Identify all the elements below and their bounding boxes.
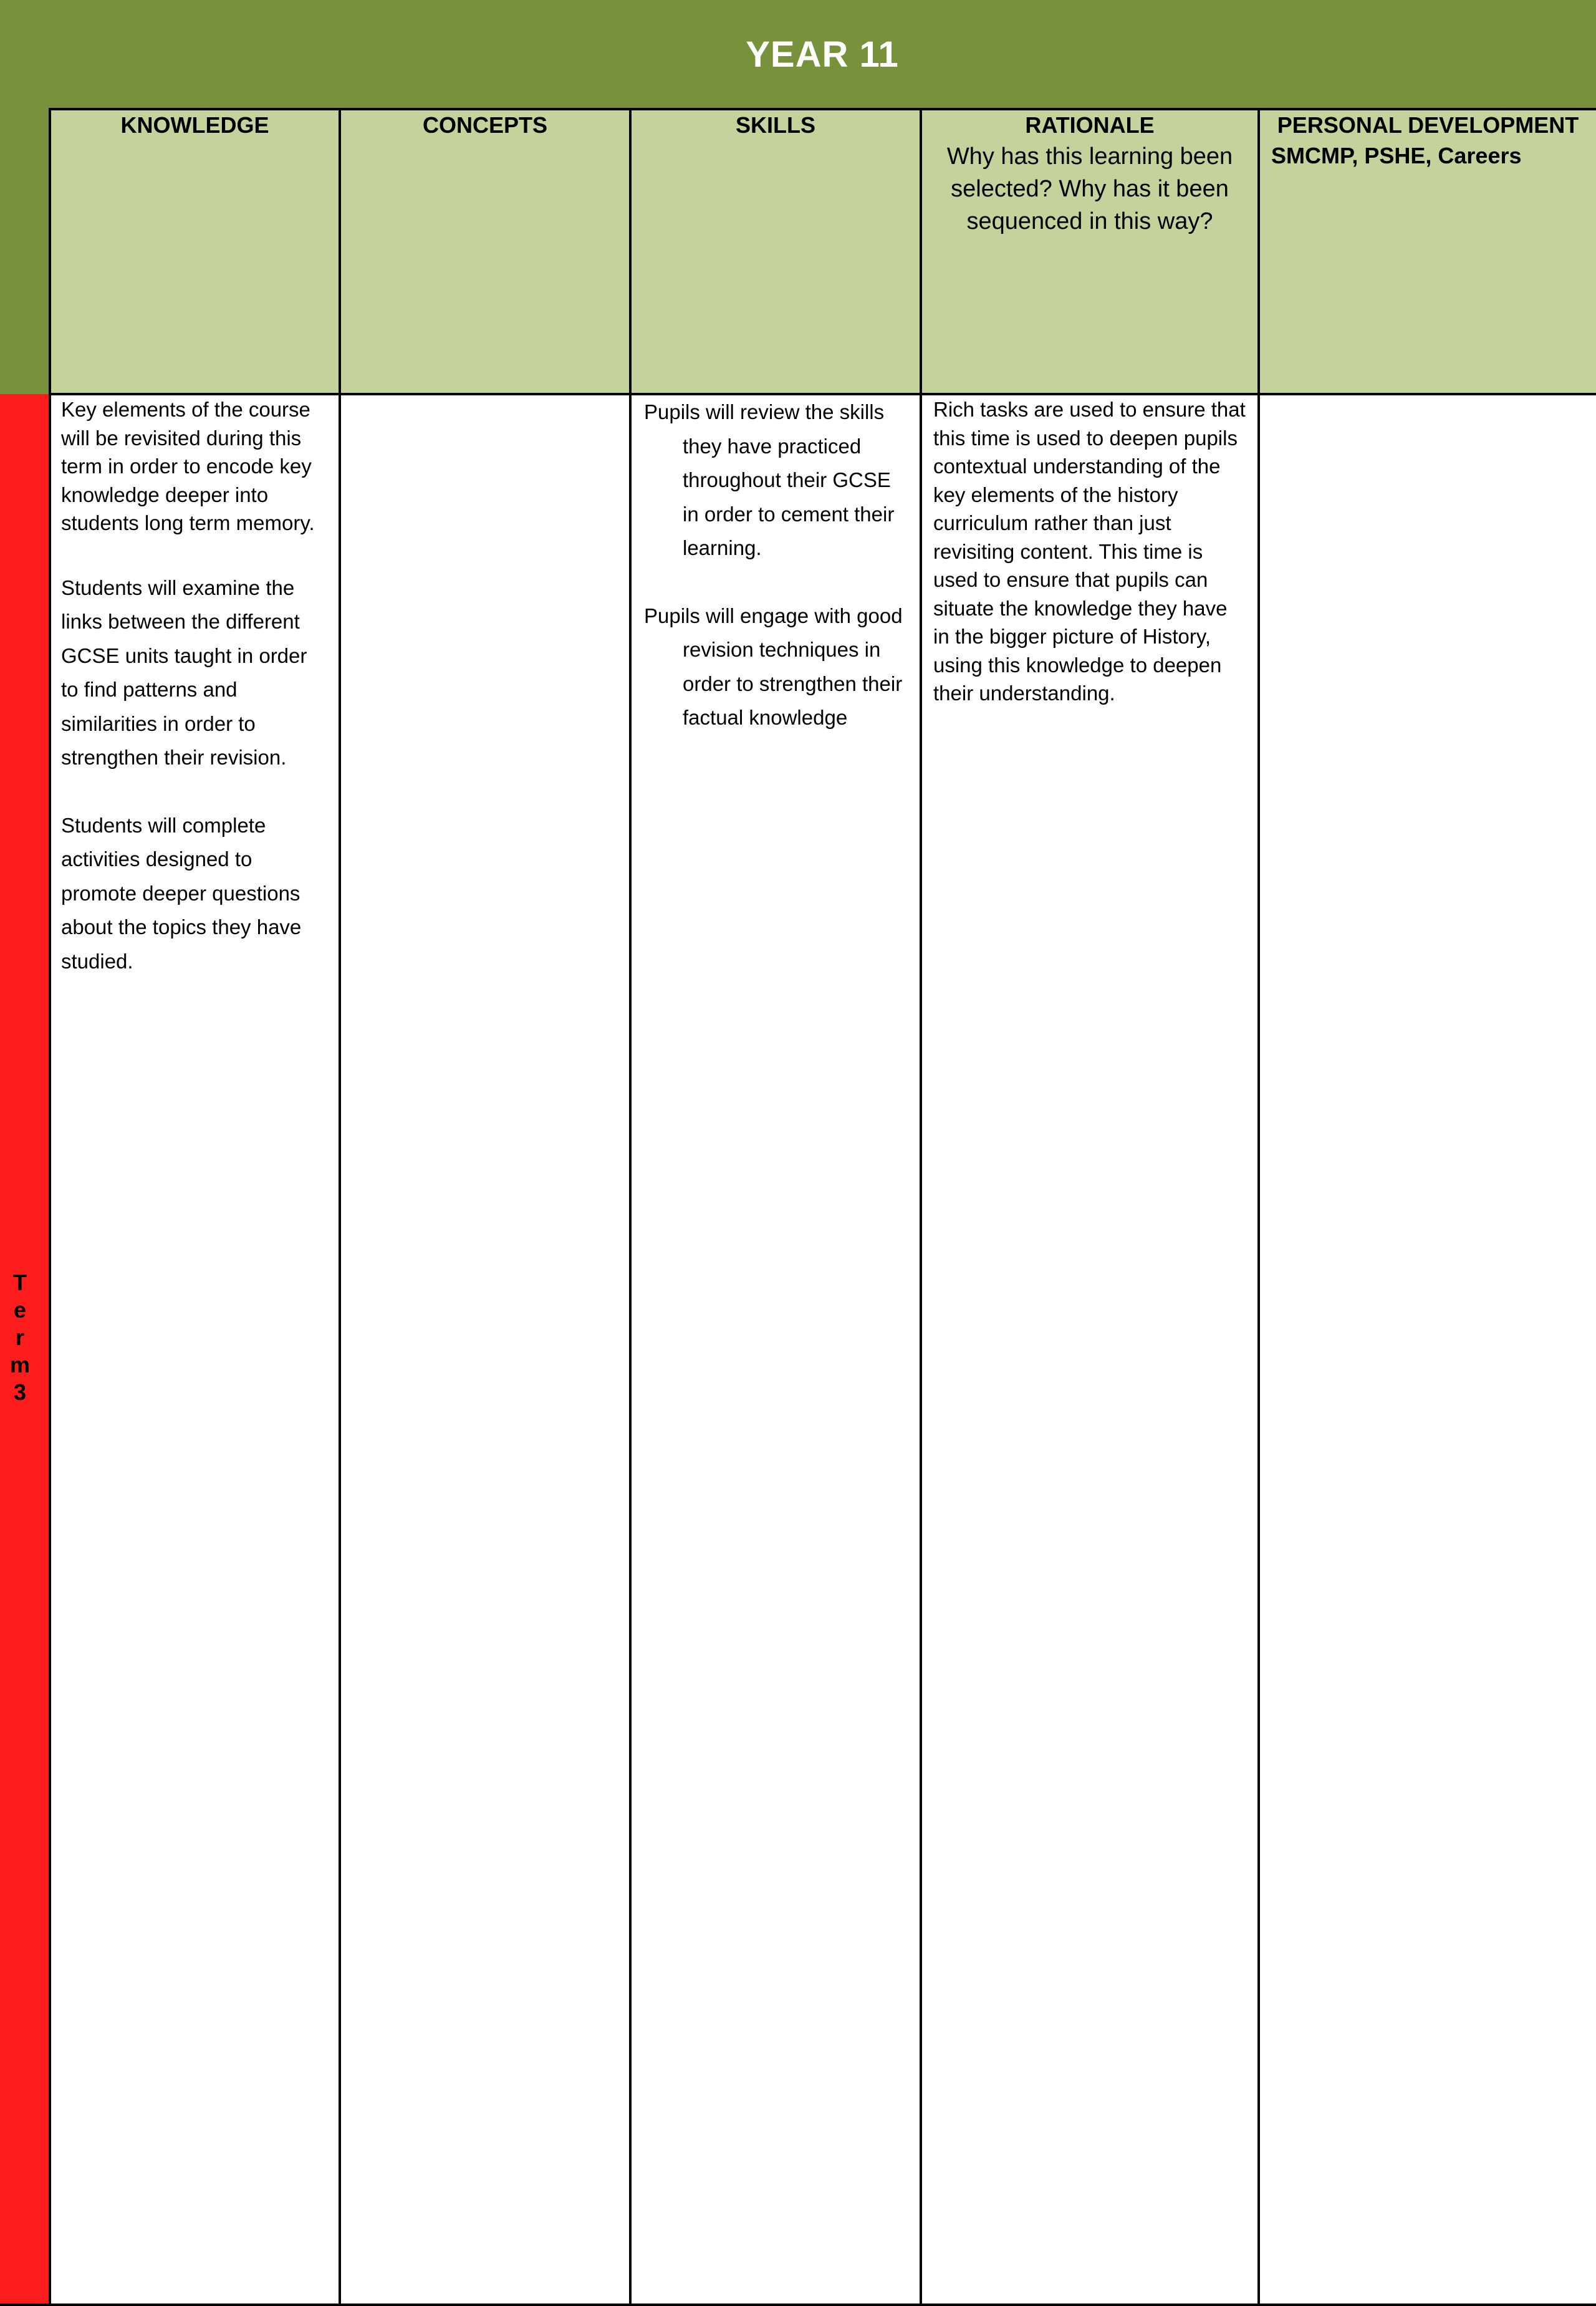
rationale-text: Rich tasks are used to ensure that this time is used to deepen pupils contextual understanding of the key elements of the history curriculum rather than just revisiting content. This time is used to ensure that pupils can situate the knowledge they have in the bigger picture of History, using this knowledge to deepen their understanding. bbox=[933, 398, 1246, 705]
column-subtitle-personal-development: SMCMP, PSHE, Careers bbox=[1271, 143, 1522, 168]
term-letter: e bbox=[13, 1297, 27, 1323]
header-concepts bbox=[341, 110, 629, 394]
term-letter: 3 bbox=[13, 1379, 27, 1405]
header-side-band bbox=[0, 0, 49, 394]
term3-concepts-cell bbox=[341, 395, 629, 2306]
header-skills bbox=[632, 110, 920, 394]
term3-personal-development-cell bbox=[1260, 395, 1596, 2306]
column-subtitle-rationale: Why has this learning been selected? Why has it been sequenced in this way? bbox=[946, 143, 1233, 234]
term-letter: T bbox=[13, 1270, 27, 1295]
term-label bbox=[0, 1269, 40, 1406]
knowledge-paragraph: Students will complete activities designed to promote deeper questions about the topics they have studied. bbox=[61, 813, 302, 973]
page-title: YEAR 11 bbox=[746, 34, 899, 75]
title-bar bbox=[49, 0, 1596, 109]
column-title-rationale: RATIONALE bbox=[1025, 112, 1155, 138]
skills-paragraph: Pupils will engage with good revision techniques in order to strengthen their factual knowledge bbox=[644, 604, 903, 729]
column-title-knowledge: KNOWLEDGE bbox=[120, 112, 269, 138]
column-title-personal-development: PERSONAL DEVELOPMENT bbox=[1277, 112, 1579, 138]
header-top-border bbox=[49, 108, 1596, 110]
term-letter: m bbox=[9, 1352, 30, 1377]
term-letter: r bbox=[15, 1324, 24, 1350]
header-personal-development bbox=[1260, 110, 1596, 394]
knowledge-paragraph: Key elements of the course will be revisited during this term in order to encode key knowledge deeper into students long term memory. bbox=[61, 398, 315, 534]
header-knowledge bbox=[51, 110, 339, 394]
skills-paragraph: Pupils will review the skills they have practiced throughout their GCSE in order to cement their learning. bbox=[644, 400, 895, 559]
column-title-concepts: CONCEPTS bbox=[422, 112, 548, 138]
column-title-skills: SKILLS bbox=[735, 112, 815, 138]
knowledge-paragraph: Students will examine the links between the different GCSE units taught in order to find patterns and similarities in order to strengthen their revision. bbox=[61, 576, 307, 769]
header-rationale bbox=[922, 110, 1257, 394]
term3-rationale-cell bbox=[922, 395, 1257, 2306]
term3-knowledge-cell bbox=[51, 395, 339, 2306]
term3-skills-cell bbox=[632, 395, 920, 2306]
